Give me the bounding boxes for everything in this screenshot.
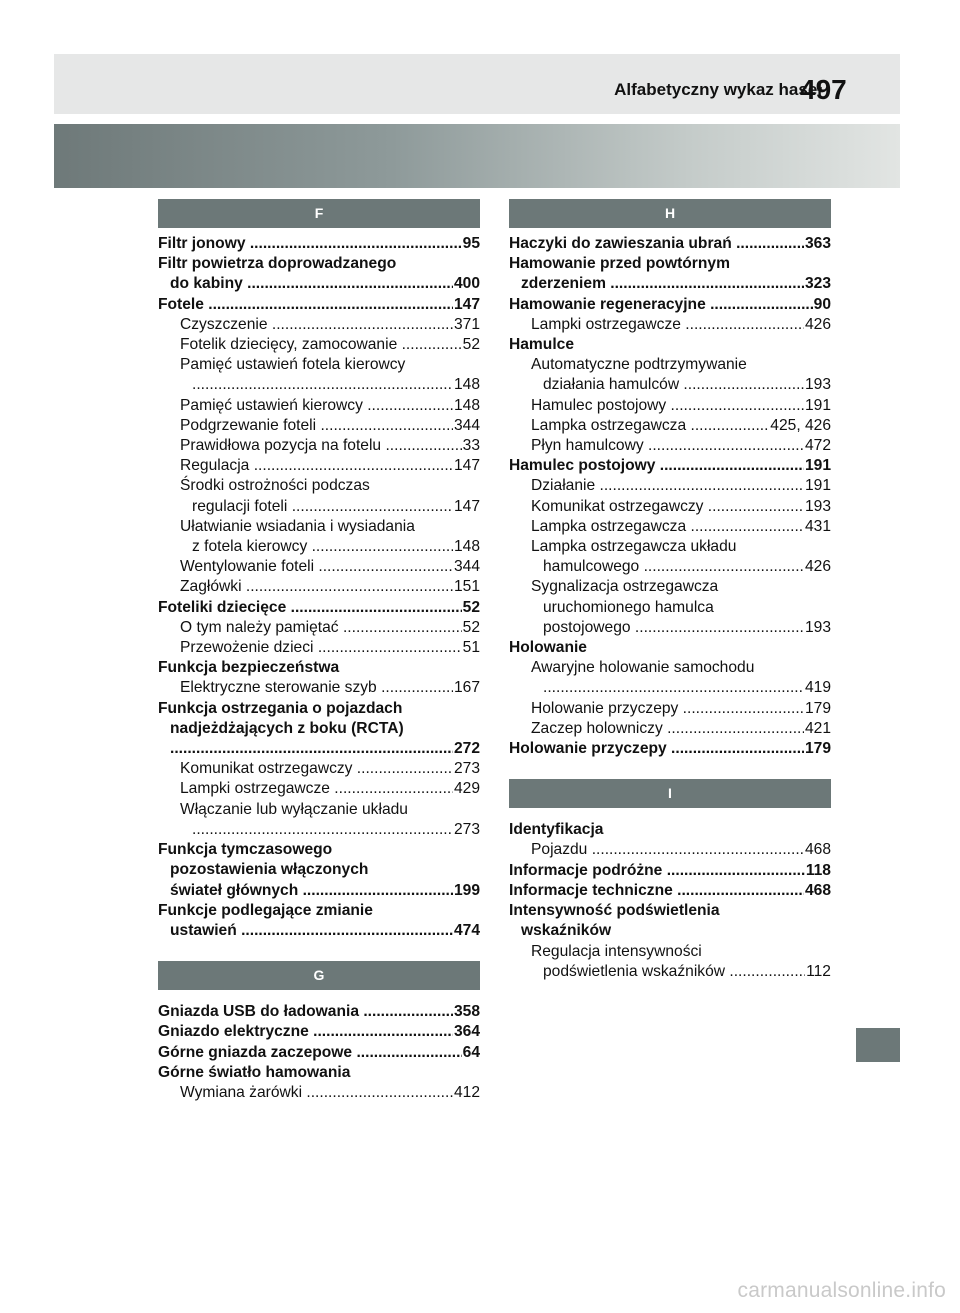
index-entry xyxy=(509,901,831,921)
index-entry-page: 64 xyxy=(462,1043,480,1063)
index-entry-text: Gniazda USB do ładowania ..... xyxy=(158,1003,480,1020)
index-entry-text: Haczyki do zawieszania ubrań ..... xyxy=(509,235,831,252)
index-entry-page: 431 xyxy=(804,517,831,537)
index-entry-text: Funkcja ostrzegania o pojazdach xyxy=(158,699,403,717)
index-entry-text: Lampka ostrzegawcza układu xyxy=(531,538,737,556)
index-entry xyxy=(158,355,480,375)
index-entry-text: do kabiny ..... xyxy=(170,275,480,292)
index-entry-page: 273 xyxy=(453,759,480,779)
index-entry xyxy=(158,598,480,618)
index-entry-text: zderzeniem ..... xyxy=(521,275,831,292)
index-entry xyxy=(158,618,480,638)
index-entry xyxy=(509,577,831,597)
index-entry xyxy=(158,658,480,678)
index-entry-text: podświetlenia wskaźników ..... xyxy=(543,963,831,980)
index-entry-page: 179 xyxy=(804,699,831,719)
index-entry xyxy=(158,901,480,921)
index-entry-text: Regulacja intensywności xyxy=(531,942,702,960)
index-entry-text: Hamowanie regeneracyjne ..... xyxy=(509,296,831,313)
index-entry xyxy=(158,375,480,395)
index-entry-page: 193 xyxy=(804,618,831,638)
index-entry xyxy=(509,678,831,698)
index-entry xyxy=(158,800,480,820)
index-entry-text: Płyn hamulcowy ..... xyxy=(531,437,831,454)
index-entry-text: Lampka ostrzegawcza ..... xyxy=(531,518,831,535)
index-entry-page: 191 xyxy=(804,456,831,476)
index-entry xyxy=(158,335,480,355)
index-column-left xyxy=(158,199,480,1103)
index-entry-text: Filtr jonowy ..... xyxy=(158,235,480,252)
index-entry xyxy=(158,396,480,416)
index-entry-page: 363 xyxy=(804,234,831,254)
index-entry-text: Zagłówki ..... xyxy=(180,578,480,595)
section-header: H xyxy=(509,199,831,228)
index-entry xyxy=(509,658,831,678)
index-entry-page: 148 xyxy=(453,396,480,416)
index-entry xyxy=(509,295,831,315)
index-entry-text: Hamowanie przed powtórnym xyxy=(509,255,730,273)
index-entry-text: O tym należy pamiętać ..... xyxy=(180,619,480,636)
index-entry-text: Intensywność podświetlenia xyxy=(509,902,720,920)
index-entry xyxy=(509,234,831,254)
index-entry xyxy=(509,921,831,941)
index-entry xyxy=(509,739,831,759)
index-entry-text: Filtr powietrza doprowadzanego xyxy=(158,255,397,273)
index-entry xyxy=(158,1083,480,1103)
index-entry-text xyxy=(192,821,480,838)
index-entry xyxy=(158,456,480,476)
index-entry-text: Automatyczne podtrzymywanie xyxy=(531,356,747,374)
index-entry-page: 474 xyxy=(453,921,480,941)
index-entry xyxy=(509,699,831,719)
index-entry xyxy=(158,699,480,719)
index-entry-text: Hamulec postojowy ..... xyxy=(509,457,831,474)
index-entry-text: Funkcje podlegające zmianie xyxy=(158,901,373,919)
index-entry-text: Holowanie xyxy=(509,639,587,657)
index-entry-text: z fotela kierowcy ..... xyxy=(192,538,480,555)
index-entry-text: Lampki ostrzegawcze ..... xyxy=(531,316,831,333)
index-entry xyxy=(158,860,480,880)
index-entry-page: 468 xyxy=(804,881,831,901)
index-entry-page: 118 xyxy=(805,861,831,881)
index-entry-page: 90 xyxy=(813,295,831,315)
index-entry xyxy=(509,476,831,496)
index-entry xyxy=(158,739,480,759)
index-entry-page: 273 xyxy=(453,820,480,840)
index-entry xyxy=(509,456,831,476)
index-entry xyxy=(158,678,480,698)
index-entry xyxy=(509,355,831,375)
index-entry-text: Pamięć ustawień kierowcy ..... xyxy=(180,397,480,414)
index-entry-page: 147 xyxy=(453,456,480,476)
index-entry-text xyxy=(170,740,480,757)
header-banner xyxy=(54,124,900,188)
index-entry xyxy=(158,759,480,779)
index-entry-page: 364 xyxy=(453,1022,480,1042)
index-entry-text: Prawidłowa pozycja na fotelu ..... xyxy=(180,437,480,454)
index-entry-text: postojowego ..... xyxy=(543,619,831,636)
index-entry xyxy=(509,557,831,577)
index-entry-text: Działanie ..... xyxy=(531,477,831,494)
index-entry-page: 148 xyxy=(453,375,480,395)
index-entry xyxy=(158,1043,480,1063)
index-entry xyxy=(509,254,831,274)
index-entry-page: 323 xyxy=(804,274,831,294)
index-entry-page: 472 xyxy=(804,436,831,456)
index-entry-text: Fotelik dziecięcy, zamocowanie ..... xyxy=(180,336,480,353)
index-entry xyxy=(509,638,831,658)
index-entry xyxy=(509,375,831,395)
index-entry-text: Funkcja tymczasowego xyxy=(158,841,333,859)
index-entry xyxy=(509,942,831,962)
index-entry-page: 429 xyxy=(453,779,480,799)
index-entry xyxy=(509,881,831,901)
index-entry-page: 52 xyxy=(462,618,480,638)
index-entry-text: działania hamulców ..... xyxy=(543,376,831,393)
page-number: 497 xyxy=(800,74,847,105)
index-entry xyxy=(509,861,831,881)
index-entry-text: świateł głównych ..... xyxy=(170,882,480,899)
index-entry xyxy=(158,274,480,294)
section-header: G xyxy=(158,961,480,990)
index-entry-text: Sygnalizacja ostrzegawcza xyxy=(531,578,719,596)
index-entry-text: Wymiana żarówki ..... xyxy=(180,1084,480,1101)
index-entry-page: 33 xyxy=(462,436,480,456)
index-entry-page: 147 xyxy=(453,295,480,315)
index-entry-text: Górne światło hamowania xyxy=(158,1063,351,1081)
index-entry xyxy=(158,1002,480,1022)
index-entry xyxy=(509,537,831,557)
index-entry xyxy=(158,638,480,658)
index-entry-text: Awaryjne holowanie samochodu xyxy=(531,659,755,677)
index-entry-page: 419 xyxy=(804,678,831,698)
index-entry-text: Hamulce xyxy=(509,336,575,354)
index-entry-text: Gniazdo elektryczne ..... xyxy=(158,1023,480,1040)
index-entry xyxy=(509,436,831,456)
index-entry xyxy=(509,396,831,416)
index-entry xyxy=(158,881,480,901)
index-entry-page: 421 xyxy=(804,719,831,739)
index-entry-text: wskaźników xyxy=(521,922,612,940)
index-column-right xyxy=(509,199,831,982)
index-entry-page: 52 xyxy=(462,335,480,355)
watermark: carmanualsonline.info xyxy=(737,1279,946,1302)
index-entry-page: 371 xyxy=(453,315,480,335)
index-entry xyxy=(158,497,480,517)
index-entry-text: Środki ostrożności podczas xyxy=(180,477,370,495)
index-entry xyxy=(158,921,480,941)
page-header-title: Alfabetyczny wykaz haseł xyxy=(614,80,822,99)
index-entry-text: Identyfikacja xyxy=(509,821,604,839)
index-entry-page: 412 xyxy=(453,1083,480,1103)
index-entry-text: Foteliki dziecięce ..... xyxy=(158,599,480,616)
index-entry-text: Włączanie lub wyłączanie układu xyxy=(180,800,408,818)
section-header: F xyxy=(158,199,480,228)
index-entry xyxy=(158,517,480,537)
index-entry-text: Podgrzewanie foteli ..... xyxy=(180,417,480,434)
index-entry-text: Holowanie przyczepy ..... xyxy=(531,700,831,717)
index-entry-text xyxy=(192,376,480,393)
index-entry-text: Przewożenie dzieci ..... xyxy=(180,639,480,656)
index-entry-page: 148 xyxy=(453,537,480,557)
index-entry-page: 191 xyxy=(804,396,831,416)
index-entry-text: ustawień ..... xyxy=(170,922,480,939)
index-entry-text: Regulacja ..... xyxy=(180,457,480,474)
index-entry xyxy=(158,295,480,315)
index-entry-page: 344 xyxy=(453,416,480,436)
index-entry xyxy=(509,962,831,982)
index-entry-text: Zaczep holowniczy ..... xyxy=(531,720,831,737)
index-entry-page: 358 xyxy=(453,1002,480,1022)
index-entry xyxy=(509,840,831,860)
index-entry-page: 151 xyxy=(453,577,480,597)
index-entry-page: 425, 426 xyxy=(769,416,831,436)
index-entry-text: pozostawienia włączonych xyxy=(170,861,369,879)
index-entry xyxy=(158,779,480,799)
index-entry xyxy=(158,840,480,860)
index-entry xyxy=(158,254,480,274)
index-entry xyxy=(158,416,480,436)
index-entry-page: 199 xyxy=(453,881,480,901)
index-entry-page: 147 xyxy=(453,497,480,517)
index-entry xyxy=(158,820,480,840)
index-entry-text: uruchomionego hamulca xyxy=(543,598,714,616)
index-entry xyxy=(509,598,831,618)
index-entry-text: Wentylowanie foteli ..... xyxy=(180,558,480,575)
index-entry-text: Komunikat ostrzegawczy ..... xyxy=(531,498,831,515)
index-entry xyxy=(509,416,831,436)
index-entry-text: Pamięć ustawień fotela kierowcy xyxy=(180,356,406,374)
index-entry-text: Fotele ..... xyxy=(158,296,480,313)
index-entry-page: 51 xyxy=(462,638,480,658)
index-entry-page: 344 xyxy=(453,557,480,577)
index-entry-page: 179 xyxy=(804,739,831,759)
index-entry-text: nadjeżdżających z boku (RCTA) xyxy=(170,719,404,737)
index-entry-text: Lampka ostrzegawcza ..... xyxy=(531,417,831,434)
index-entry-text: Górne gniazda zaczepowe ..... xyxy=(158,1044,480,1061)
index-entry-page: 52 xyxy=(462,598,480,618)
index-entry xyxy=(158,315,480,335)
index-entry-page: 193 xyxy=(804,375,831,395)
index-entry xyxy=(158,577,480,597)
index-entry xyxy=(158,234,480,254)
index-entry xyxy=(509,719,831,739)
index-entry xyxy=(509,820,831,840)
index-entry-text: Informacje podróżne ..... xyxy=(509,862,831,879)
index-entry-text: Pojazdu ..... xyxy=(531,841,831,858)
index-entry xyxy=(509,335,831,355)
index-entry xyxy=(509,618,831,638)
index-entry-page: 426 xyxy=(804,315,831,335)
index-entry xyxy=(158,1063,480,1083)
index-entry xyxy=(158,436,480,456)
index-entry-text: Hamulec postojowy ..... xyxy=(531,397,831,414)
index-entry-text: Holowanie przyczepy ..... xyxy=(509,740,831,757)
index-entry xyxy=(509,274,831,294)
index-entry-text xyxy=(543,679,831,696)
index-entry-page: 272 xyxy=(453,739,480,759)
index-entry-text: regulacji foteli ..... xyxy=(192,498,480,515)
index-entry-text: Informacje techniczne ..... xyxy=(509,882,831,899)
index-entry-text: Komunikat ostrzegawczy ..... xyxy=(180,760,480,777)
index-entry-text: Ułatwianie wsiadania i wysiadania xyxy=(180,517,415,535)
section-header: I xyxy=(509,779,831,808)
index-entry xyxy=(509,497,831,517)
index-entry-text: hamulcowego ..... xyxy=(543,558,831,575)
index-entry xyxy=(509,315,831,335)
index-entry-page: 191 xyxy=(804,476,831,496)
index-entry-page: 468 xyxy=(804,840,831,860)
index-entry-page: 400 xyxy=(453,274,480,294)
index-entry-text: Lampki ostrzegawcze ..... xyxy=(180,780,480,797)
section-tab-marker xyxy=(856,1028,900,1062)
index-entry-text: Elektryczne sterowanie szyb ..... xyxy=(180,679,480,696)
index-entry-page: 193 xyxy=(804,497,831,517)
index-entry-page: 167 xyxy=(453,678,480,698)
index-entry xyxy=(158,719,480,739)
index-entry-page: 95 xyxy=(462,234,480,254)
index-entry xyxy=(158,476,480,496)
index-entry-text: Funkcja bezpieczeństwa xyxy=(158,659,340,677)
index-entry xyxy=(158,1022,480,1042)
index-entry xyxy=(158,537,480,557)
index-entry-page: 112 xyxy=(805,962,831,982)
index-entry-text: Czyszczenie ..... xyxy=(180,316,480,333)
index-entry xyxy=(509,517,831,537)
index-entry-page: 426 xyxy=(804,557,831,577)
index-entry xyxy=(158,557,480,577)
